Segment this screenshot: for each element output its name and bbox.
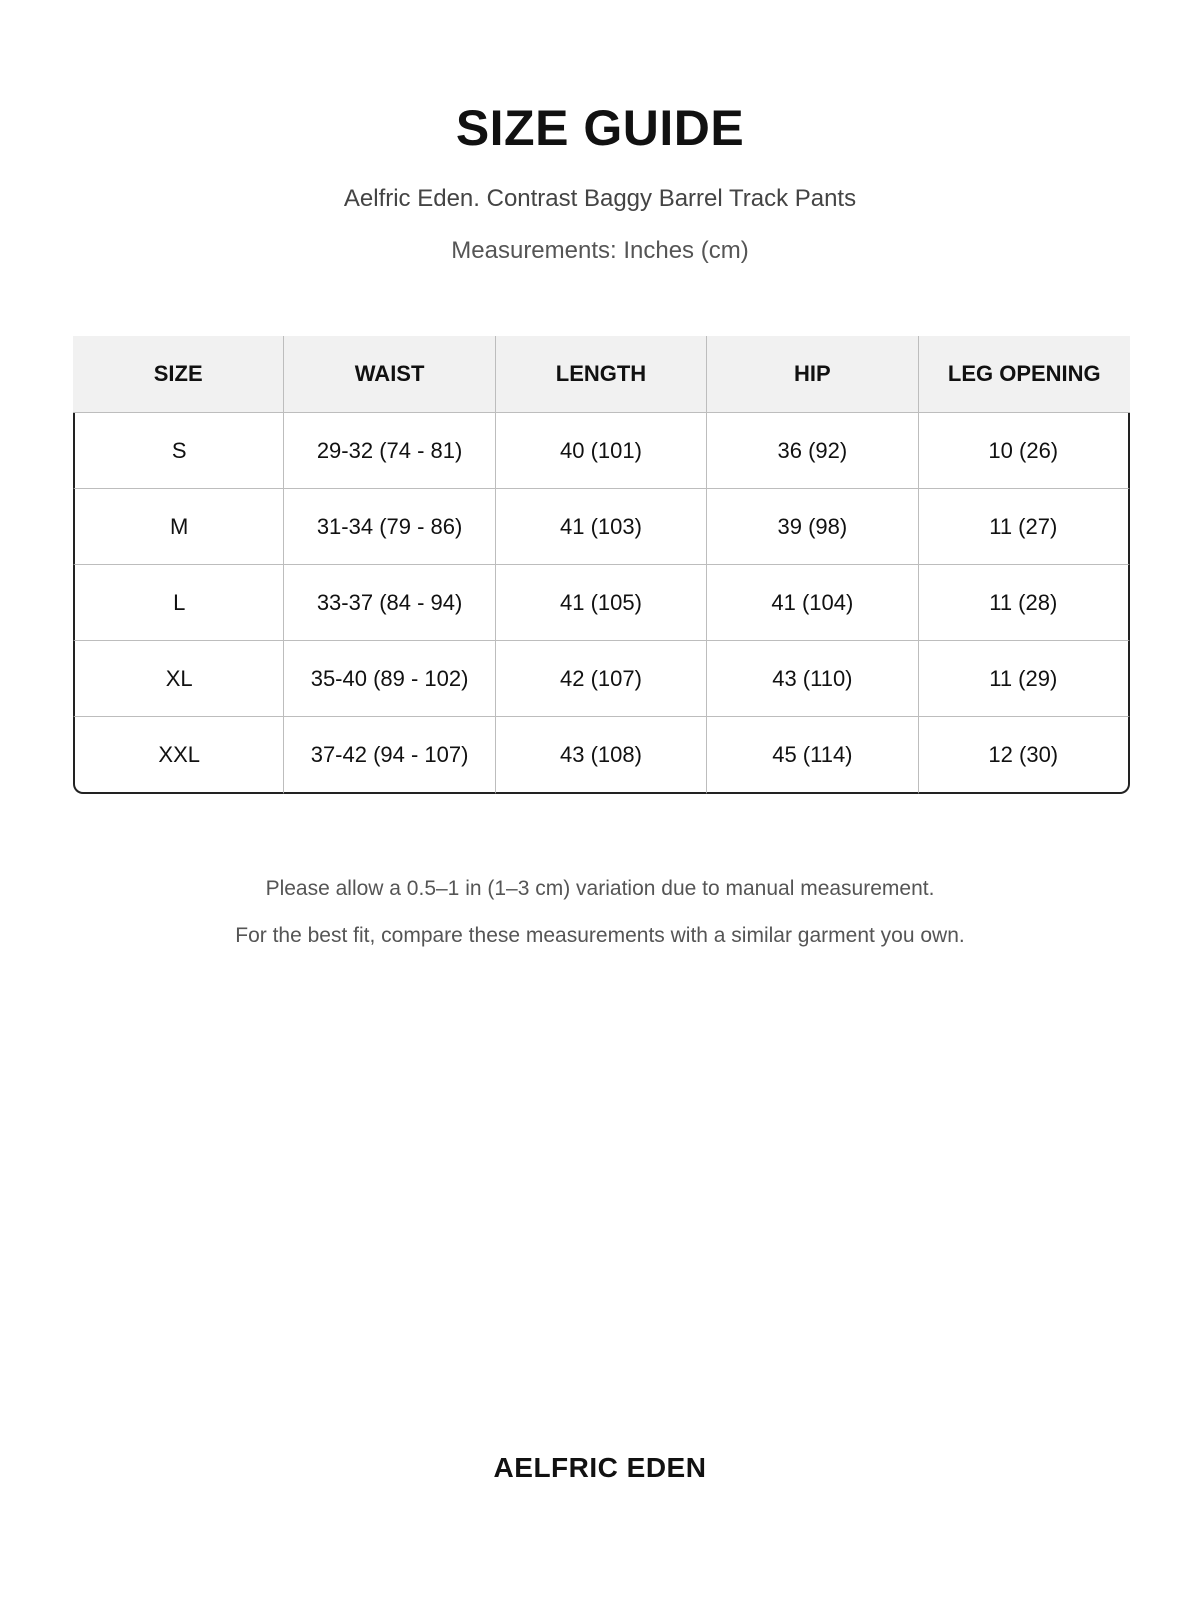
hip-cell: 39 (98) (707, 489, 918, 565)
table-row (73, 489, 1130, 565)
size-cell: XXL (73, 717, 284, 794)
leg-opening-cell: 10 (26) (919, 413, 1130, 489)
table-header-row (73, 336, 1130, 413)
waist-cell: 37-42 (94 - 107) (284, 717, 495, 794)
table-row (73, 641, 1130, 717)
fit-advice-note: For the best fit, compare these measurements with a similar garment you own. (235, 924, 965, 947)
size-table (73, 336, 1130, 794)
size-table-container (73, 336, 1130, 794)
waist-cell: 35-40 (89 - 102) (284, 641, 495, 717)
leg-opening-cell: 11 (27) (919, 489, 1130, 565)
table-row (73, 565, 1130, 641)
waist-cell: 31-34 (79 - 86) (284, 489, 495, 565)
table-row (73, 413, 1130, 489)
hip-cell: 36 (92) (707, 413, 918, 489)
product-name: Aelfric Eden. Contrast Baggy Barrel Track Pants (343, 185, 857, 212)
leg-opening-cell: 11 (29) (919, 641, 1130, 717)
length-cell: 41 (103) (496, 489, 707, 565)
column-header-hip: HIP (707, 336, 918, 413)
table-row (73, 717, 1130, 794)
size-cell: M (73, 489, 284, 565)
size-cell: L (73, 565, 284, 641)
page-title: SIZE GUIDE (455, 100, 745, 156)
size-cell: S (73, 413, 284, 489)
hip-cell: 45 (114) (707, 717, 918, 794)
length-cell: 42 (107) (496, 641, 707, 717)
measurement-units: Measurements: Inches (cm) (451, 237, 749, 264)
waist-cell: 33-37 (84 - 94) (284, 565, 495, 641)
length-cell: 41 (105) (496, 565, 707, 641)
hip-cell: 41 (104) (707, 565, 918, 641)
size-cell: XL (73, 641, 284, 717)
length-cell: 40 (101) (496, 413, 707, 489)
column-header-length: LENGTH (496, 336, 707, 413)
column-header-size: SIZE (73, 336, 284, 413)
measurement-variation-note: Please allow a 0.5–1 in (1–3 cm) variation due to manual measurement. (265, 877, 935, 900)
leg-opening-cell: 11 (28) (919, 565, 1130, 641)
column-header-waist: WAIST (284, 336, 495, 413)
column-header-leg-opening: LEG OPENING (919, 336, 1130, 413)
waist-cell: 29-32 (74 - 81) (284, 413, 495, 489)
brand-footer: AELFRIC EDEN (493, 1452, 707, 1483)
length-cell: 43 (108) (496, 717, 707, 794)
leg-opening-cell: 12 (30) (919, 717, 1130, 794)
hip-cell: 43 (110) (707, 641, 918, 717)
